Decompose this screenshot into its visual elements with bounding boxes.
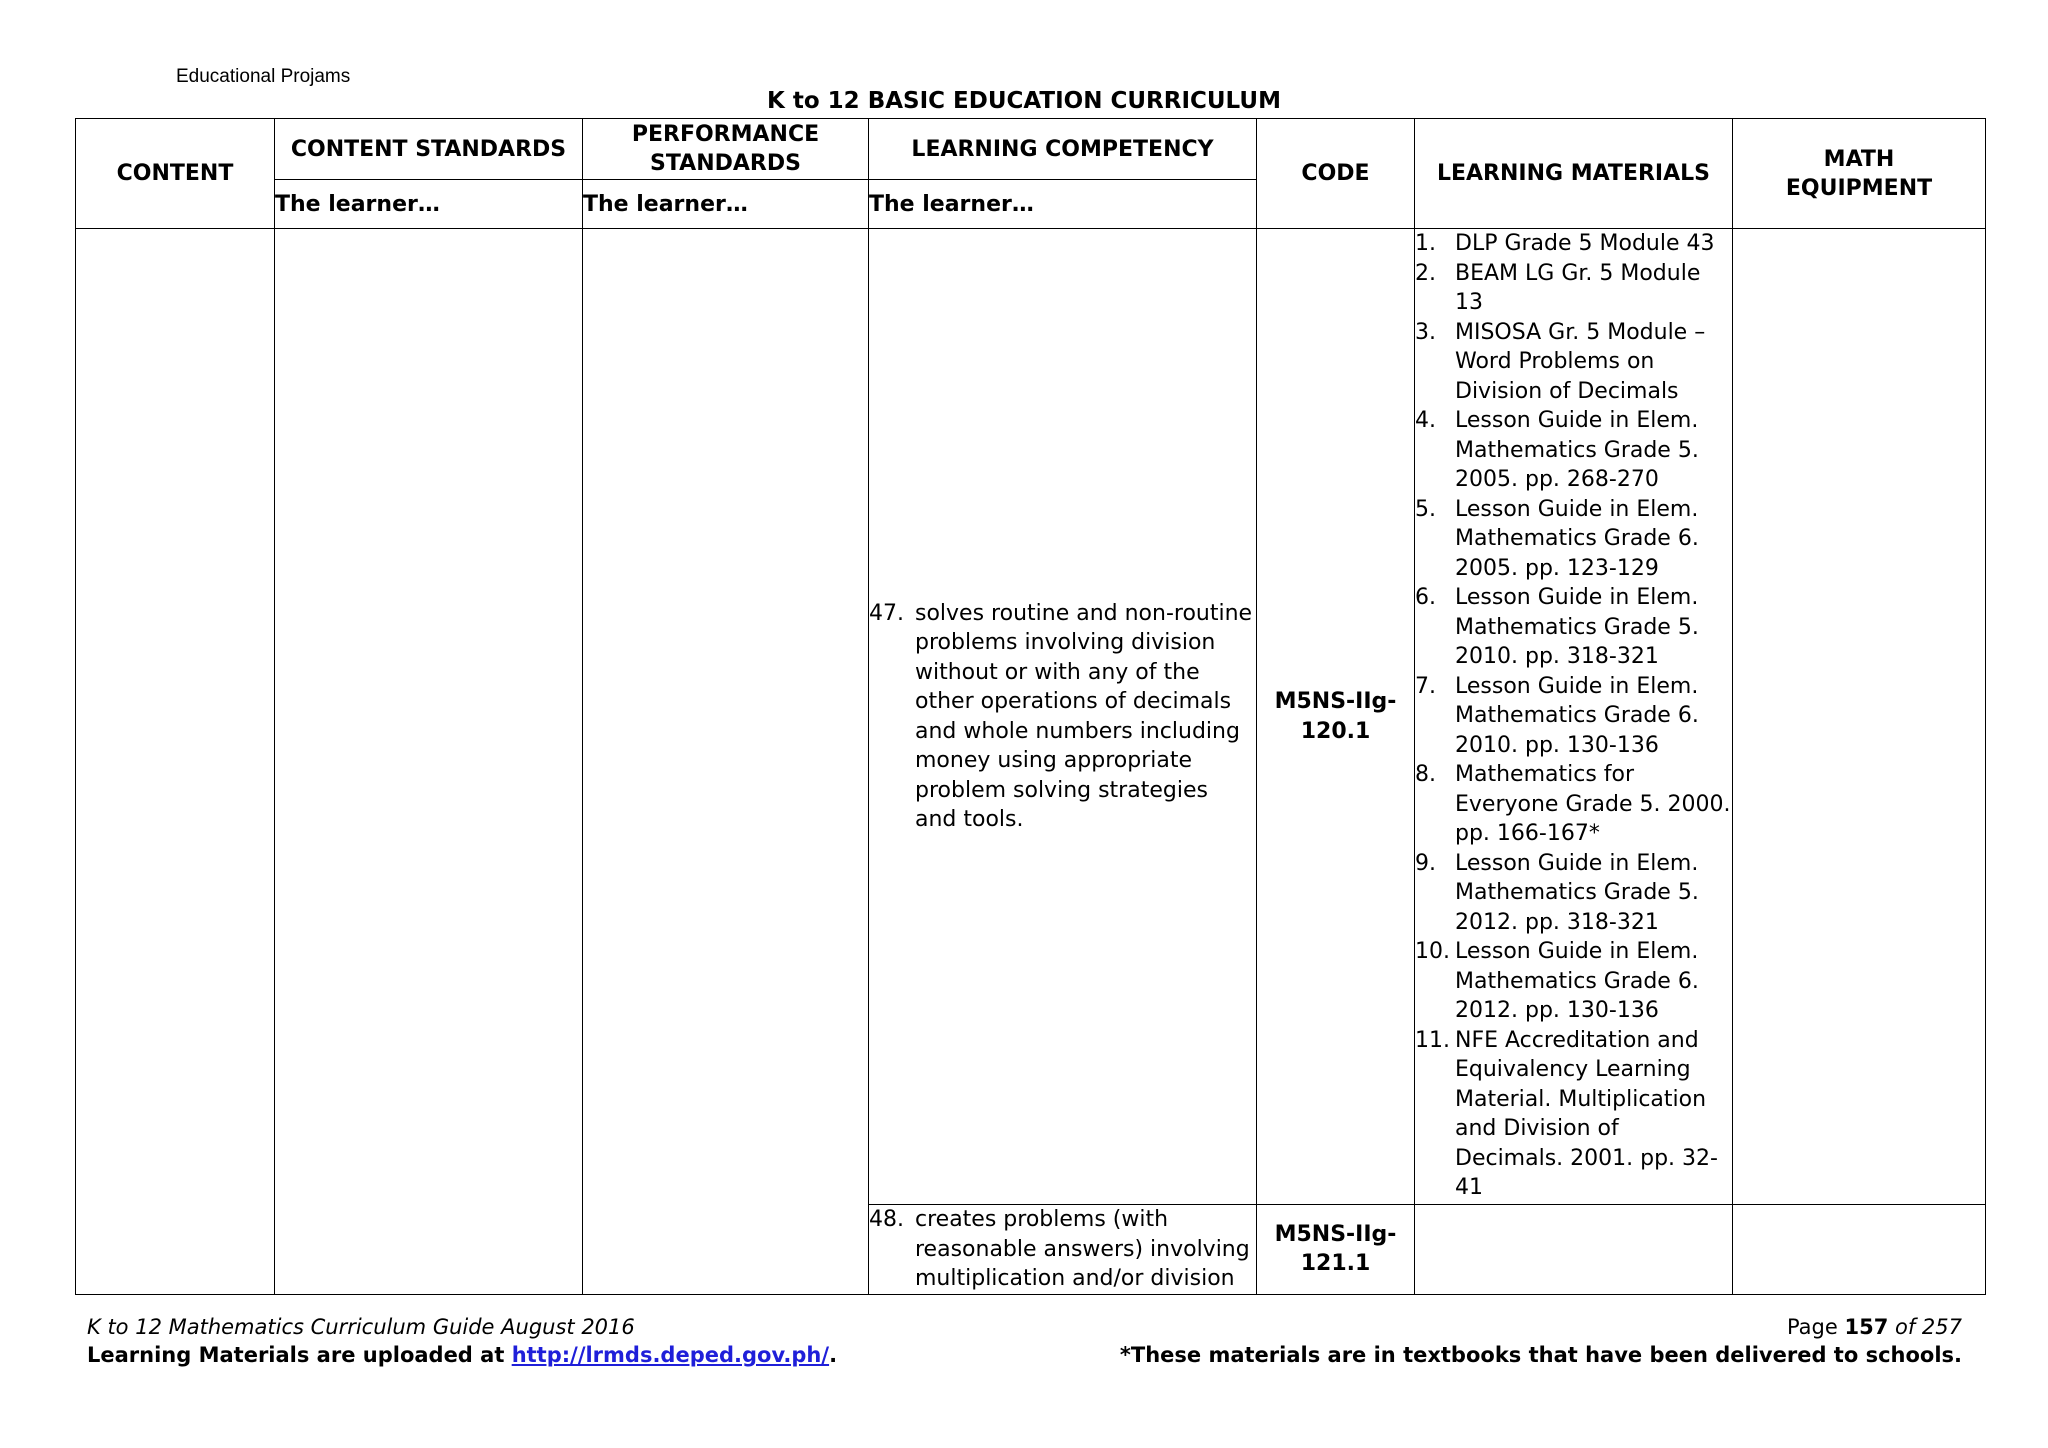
material-number: 11. [1415, 1027, 1450, 1053]
material-item [1415, 583, 1732, 672]
subheader-learner: The learner… [275, 180, 583, 229]
competency-number: 48. [869, 1207, 904, 1232]
material-number: 7. [1415, 673, 1436, 699]
material-number: 2. [1415, 260, 1436, 286]
subheader-learner: The learner… [869, 180, 1257, 229]
header-learning-competency: LEARNING COMPETENCY [869, 119, 1257, 180]
header-learning-materials: LEARNING MATERIALS [1415, 119, 1733, 229]
material-item [1415, 229, 1732, 259]
header-row [76, 119, 1986, 180]
material-text: Mathematics for Everyone Grade 5. 2000. pp. 166-167* [1455, 762, 1731, 846]
textbook-note: *These materials are in textbooks that have been delivered to schools. [1119, 1343, 1962, 1367]
competency-text: solves routine and non-routine problems involving division without or with any of the other operations of decimals and whole numbers including money using appropriate problem solving strategies and tools. [915, 600, 1253, 832]
guide-title: K to 12 Mathematics Curriculum Guide August 2016 [87, 1315, 635, 1339]
material-number: 1. [1415, 231, 1436, 256]
content-cell [76, 229, 275, 1295]
materials-list [1415, 229, 1732, 1203]
math-equipment-cell [1733, 229, 1986, 1205]
material-number: 9. [1415, 850, 1436, 876]
material-text: MISOSA Gr. 5 Module – Word Problems on Division of Decimals [1455, 319, 1706, 404]
header-code: CODE [1257, 119, 1415, 229]
material-text: Lesson Guide in Elem. Mathematics Grade 5. 2005. pp. 268-270 [1455, 408, 1699, 492]
material-number: 6. [1415, 585, 1436, 610]
competency-cell [869, 229, 1257, 1205]
document-title: K to 12 BASIC EDUCATION CURRICULUM [767, 88, 1281, 114]
material-item [1415, 495, 1732, 584]
material-item [1415, 760, 1732, 849]
code-cell: M5NS-IIg-120.1 [1257, 229, 1415, 1205]
material-item [1415, 406, 1732, 495]
curriculum-table [75, 118, 1986, 1295]
competency-text: creates problems (with reasonable answers) involving multiplication and/or division [915, 1207, 1250, 1291]
material-number: 5. [1415, 496, 1436, 522]
material-number: 4. [1415, 408, 1436, 433]
material-item [1415, 259, 1732, 318]
page-label: Page [1786, 1315, 1845, 1339]
upload-note [87, 1341, 837, 1369]
organization-label: Educational Projams [176, 66, 351, 87]
material-text: Lesson Guide in Elem. Mathematics Grade 5. 2012. pp. 318-321 [1455, 850, 1699, 935]
performance-standards-cell [583, 229, 869, 1295]
footer-right [1120, 1313, 1962, 1369]
page-current: 157 [1844, 1315, 1889, 1339]
competency-cell [869, 1205, 1257, 1295]
header-content: CONTENT [76, 119, 275, 229]
header-performance-standards: PERFORMANCE STANDARDS [583, 119, 869, 180]
material-text: NFE Accreditation and Equivalency Learning Material. Multiplication and Division of Decimals. 2001. pp. 32-41 [1455, 1027, 1718, 1200]
upload-end: . [829, 1343, 838, 1367]
material-text: BEAM LG Gr. 5 Module 13 [1455, 260, 1701, 315]
content-standards-cell [275, 229, 583, 1295]
subheader-learner: The learner… [583, 180, 869, 229]
table-row [76, 229, 1986, 1205]
material-item [1415, 849, 1732, 938]
material-item [1415, 1026, 1732, 1203]
header-math-equipment: MATH EQUIPMENT [1733, 119, 1986, 229]
material-number: 10. [1415, 939, 1450, 964]
materials-cell [1415, 229, 1733, 1205]
material-text: Lesson Guide in Elem. Mathematics Grade 6. 2010. pp. 130-136 [1455, 673, 1699, 758]
upload-text: Learning Materials are uploaded at [87, 1343, 512, 1367]
competency-number: 47. [869, 600, 904, 626]
page-total: of 257 [1888, 1315, 1962, 1339]
material-text: Lesson Guide in Elem. Mathematics Grade 5. 2010. pp. 318-321 [1455, 585, 1699, 669]
material-text: DLP Grade 5 Module 43 [1455, 231, 1715, 256]
material-item [1415, 672, 1732, 761]
material-text: Lesson Guide in Elem. Mathematics Grade 6. 2005. pp. 123-129 [1455, 496, 1699, 581]
header-content-standards: CONTENT STANDARDS [275, 119, 583, 180]
material-item [1415, 937, 1732, 1026]
material-text: Lesson Guide in Elem. Mathematics Grade 6. 2012. pp. 130-136 [1455, 939, 1699, 1023]
material-item [1415, 318, 1732, 407]
code-cell: M5NS-IIg-121.1 [1257, 1205, 1415, 1295]
math-equipment-cell [1733, 1205, 1986, 1295]
materials-cell [1415, 1205, 1733, 1295]
lrmds-link[interactable]: http://lrmds.deped.gov.ph/ [511, 1343, 830, 1367]
material-number: 3. [1415, 319, 1436, 345]
footer-left [87, 1313, 837, 1369]
page-number [1120, 1313, 1962, 1341]
material-number: 8. [1415, 762, 1436, 787]
